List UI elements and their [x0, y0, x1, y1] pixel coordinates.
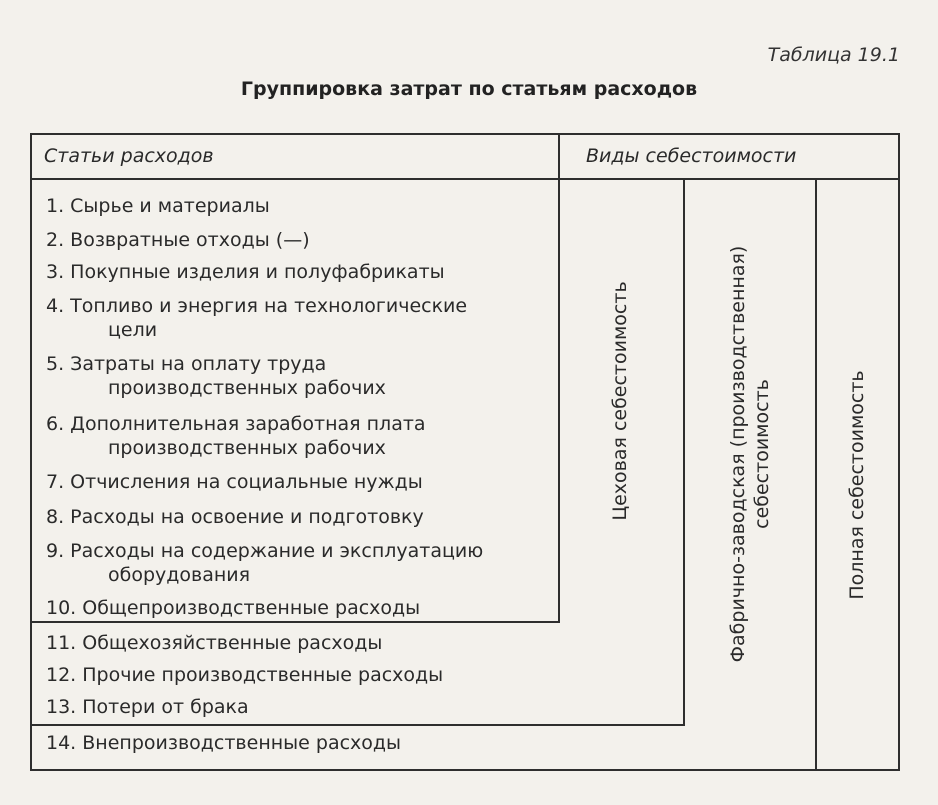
list-item: 9. Расходы на содержание и эксплуатацию оборудования [46, 540, 484, 586]
list-item: 8. Расходы на освоение и подготовку [46, 506, 424, 528]
header-divider [30, 178, 900, 180]
factory-column-right-line [815, 178, 817, 771]
table-border-top [30, 133, 900, 135]
list-item: 4. Топливо и энергия на технологические цели [46, 295, 468, 341]
list-item: 14. Внепроизводственные расходы [46, 732, 402, 754]
list-item: 7. Отчисления на социальные нужды [46, 471, 423, 493]
table-number: Таблица 19.1 [767, 44, 900, 66]
factory-group-bottom-line [30, 724, 685, 726]
cost-grouping-table [30, 133, 900, 771]
list-item: 10. Общепроизводственные расходы [46, 597, 421, 619]
table-border-right [898, 133, 900, 771]
list-item: 6. Дополнительная заработная плата производственных рабочих [46, 413, 426, 459]
full-cost-label: Полная себестоимость [846, 370, 868, 600]
header-items: Статьи расходов [44, 145, 214, 167]
table-title: Группировка затрат по статьям расходов [240, 78, 698, 100]
shop-group-bottom-line [30, 621, 560, 623]
list-item: 3. Покупные изделия и полуфабрикаты [46, 261, 445, 283]
list-item: 11. Общехозяйственные расходы [46, 632, 383, 654]
table-border-left [30, 133, 32, 771]
list-item: 2. Возвратные отходы (—) [46, 229, 310, 251]
factory-cost-label: Фабрично-заводская (производственная) себестоимость [727, 245, 773, 663]
header-column-divider [558, 133, 560, 180]
list-item: 5. Затраты на оплату труда производственных рабочих [46, 353, 386, 399]
list-item: 13. Потери от брака [46, 696, 249, 718]
list-item: 1. Сырье и материалы [46, 195, 270, 217]
list-item: 12. Прочие производственные расходы [46, 664, 444, 686]
table-border-bottom [30, 769, 900, 771]
shop-column-left-line [558, 178, 560, 623]
header-cost-types: Виды себестоимости [586, 145, 797, 167]
shop-cost-label: Цеховая себестоимость [609, 281, 631, 521]
shop-column-right-line [683, 178, 685, 726]
